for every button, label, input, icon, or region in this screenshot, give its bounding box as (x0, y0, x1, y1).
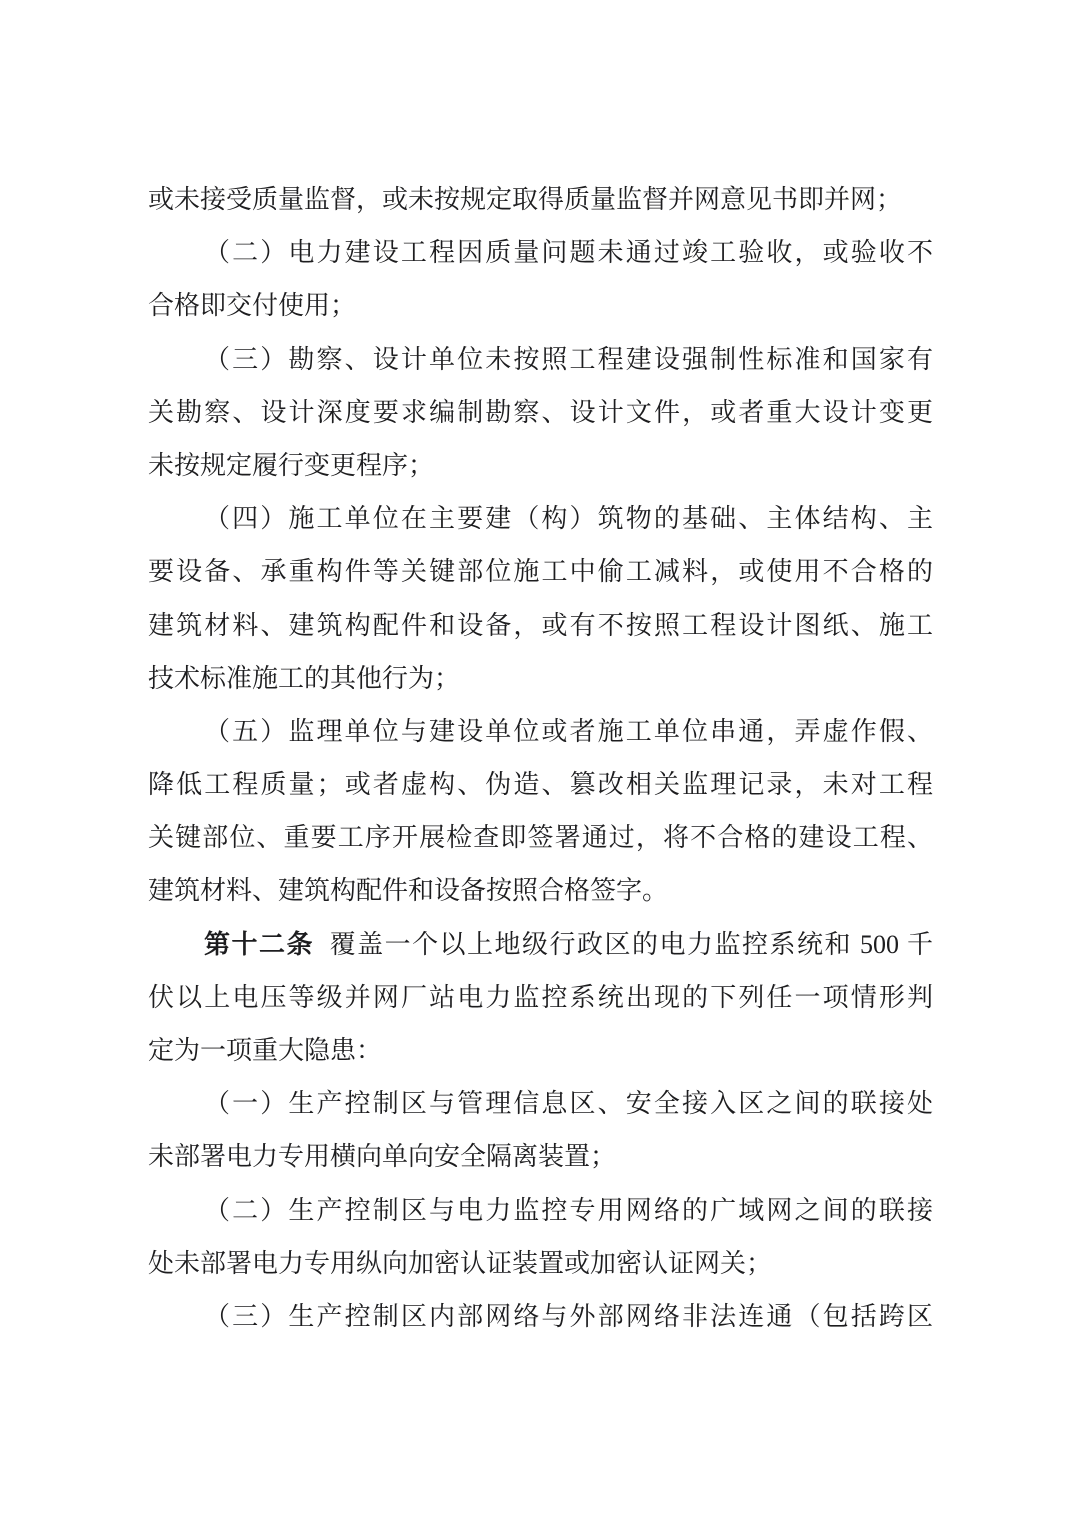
document-line: （五）监理单位与建设单位或者施工单位串通，弄虚作假、 (204, 716, 933, 746)
document-line: 要设备、承重构件等关键部位施工中偷工减料，或使用不合格的 (148, 557, 933, 587)
document-line: 降低工程质量；或者虚构、伪造、篡改相关监理记录，未对工程 (148, 770, 933, 800)
document-line: 处未部署电力专用纵向加密认证装置或加密认证网关； (148, 1248, 773, 1278)
article-text: 覆盖一个以上地级行政区的电力监控系统和 500 千 (329, 929, 933, 959)
article-number: 第十二条 (204, 928, 314, 959)
document-line: 定为一项重大隐患： (148, 1036, 383, 1065)
document-line: （二）生产控制区与电力监控专用网络的广域网之间的联接 (204, 1195, 933, 1225)
document-line: 建筑材料、建筑构配件和设备，或有不按照工程设计图纸、施工 (148, 610, 933, 640)
document-line: （二）电力建设工程因质量问题未通过竣工验收，或验收不 (204, 238, 933, 268)
document-line: 关键部位、重要工序开展检查即签署通过，将不合格的建设工程、 (148, 823, 933, 853)
document-line: 关勘察、设计深度要求编制勘察、设计文件，或者重大设计变更 (148, 397, 933, 427)
article-12-heading-line (148, 918, 933, 971)
document-line: （三）勘察、设计单位未按照工程建设强制性标准和国家有 (204, 344, 933, 374)
document-line: （一）生产控制区与管理信息区、安全接入区之间的联接处 (204, 1089, 933, 1119)
document-line: （三）生产控制区内部网络与外部网络非法连通（包括跨区 (204, 1301, 933, 1331)
document-line: 合格即交付使用； (148, 291, 357, 321)
document-line: 建筑材料、建筑构配件和设备按照合格签字。 (148, 876, 669, 906)
document-line: 未部署电力专用横向单向安全隔离装置； (148, 1142, 617, 1172)
document-line: 或未接受质量监督，或未按规定取得质量监督并网意见书即并网； (148, 185, 903, 214)
document-line: （四）施工单位在主要建（构）筑物的基础、主体结构、主 (204, 504, 933, 534)
document-line: 技术标准施工的其他行为； (148, 663, 461, 693)
document-line: 伏以上电压等级并网厂站电力监控系统出现的下列任一项情形判 (148, 982, 933, 1012)
document-line: 未按规定履行变更程序； (148, 450, 435, 480)
